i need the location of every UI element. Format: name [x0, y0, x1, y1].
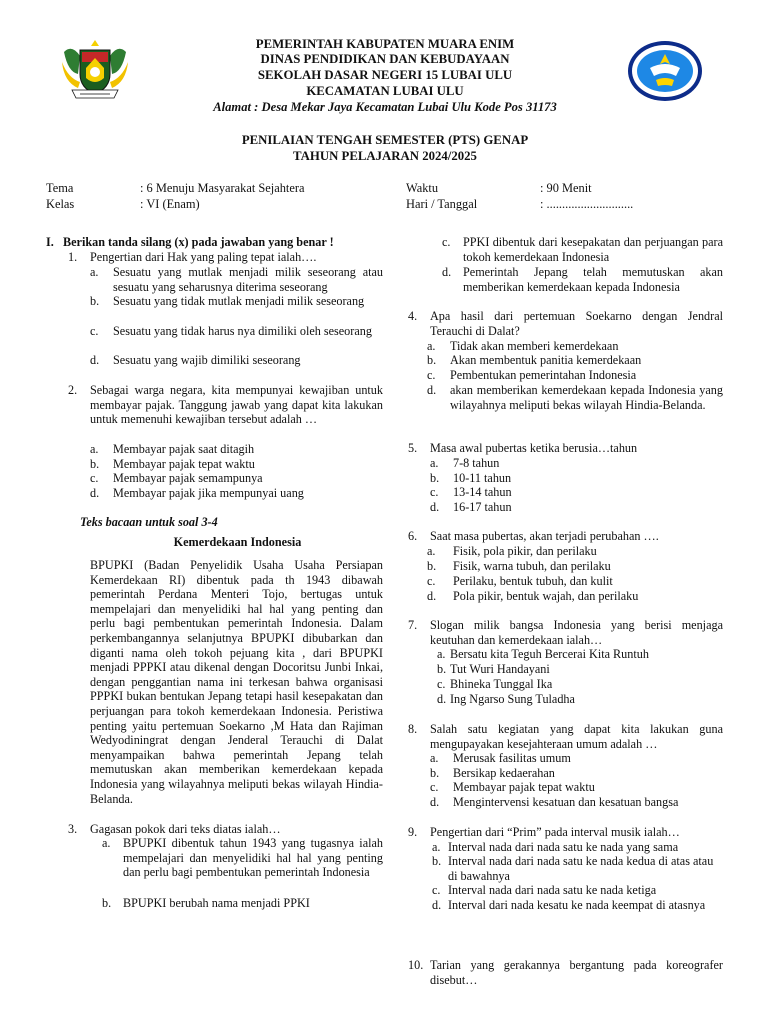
option-text: BPUPKI dibentuk tahun 1943 yang tugasnya ialah mempelajari dan menyelidiki hal hal yang penting dan perlu bagi pembentukan pemerintah Indonesia: [123, 836, 383, 880]
option-letter: d.: [427, 383, 437, 397]
option-text: Mengintervensi kesatuan dan kesatuan bangsa: [453, 795, 679, 809]
option-text: Interval nada dari nada satu ke nada ketiga: [448, 883, 657, 897]
header-government: PEMERINTAH KABUPATEN MUARA ENIM: [255, 37, 515, 51]
option-letter: a.: [432, 840, 441, 854]
header-district: KECAMATAN LUBAI ULU: [306, 84, 464, 98]
tema-value: : 6 Menuju Masyarakat Sejahtera: [140, 181, 305, 195]
option-letter: a.: [427, 339, 436, 353]
reading-label: Teks bacaan untuk soal 3-4: [80, 515, 218, 529]
waktu-value: : 90 Menit: [540, 181, 592, 195]
option-letter: b.: [90, 294, 100, 308]
option-letter: c.: [90, 324, 99, 338]
waktu-label: Waktu: [406, 181, 439, 195]
option-text: Membayar pajak semampunya: [113, 471, 263, 485]
option-letter: c.: [427, 574, 436, 588]
option-letter: b.: [437, 662, 447, 676]
option-letter: d.: [427, 589, 437, 603]
question-number: 10.: [408, 958, 424, 972]
option-text: Fisik, pola pikir, dan perilaku: [453, 544, 597, 558]
option-text: Membayar pajak tepat waktu: [113, 457, 255, 471]
option-letter: d.: [437, 692, 447, 706]
question-text: Gagasan pokok dari teks diatas ialah…: [90, 822, 281, 836]
question-number: 7.: [408, 618, 418, 632]
option-text: Perilaku, bentuk tubuh, dan kulit: [453, 574, 613, 588]
option-text: 7-8 tahun: [453, 456, 500, 470]
question-text: Masa awal pubertas ketika berusia…tahun: [430, 441, 638, 455]
question-text: Pengertian dari “Prim” pada interval musik ialah…: [430, 825, 680, 839]
option-text: Akan membentuk panitia kemerdekaan: [450, 353, 642, 367]
option-text: Membayar pajak tepat waktu: [453, 780, 595, 794]
question-number: 8.: [408, 722, 418, 736]
option-letter: b.: [430, 471, 440, 485]
question-text: Salah satu kegiatan yang dapat kita lakukan guna mengupayakan kesejahteraan umum adalah …: [430, 722, 723, 751]
option-text: 16-17 tahun: [453, 500, 512, 514]
section-instruction: Berikan tanda silang (x) pada jawaban yang benar !: [63, 235, 334, 249]
question-number: 2.: [68, 383, 78, 397]
kelas-label: Kelas: [46, 197, 75, 211]
reading-title: Kemerdekaan Indonesia: [173, 535, 302, 549]
tut-wuri-handayani-emblem-icon: [626, 40, 704, 102]
option-text: Bhineka Tunggal Ika: [450, 677, 553, 691]
option-text: Ing Ngarso Sung Tuladha: [450, 692, 575, 706]
exam-year: TAHUN PELAJARAN 2024/2025: [293, 149, 477, 163]
option-text: Sesuatu yang mutlak menjadi milik seseorang atau sesuatu yang seharusnya diterima seseorang: [113, 265, 383, 294]
option-letter: a.: [90, 265, 99, 279]
option-letter: a.: [90, 442, 99, 456]
question-text: Apa hasil dari pertemuan Soekarno dengan Jendral Terauchi di Dalat?: [430, 309, 723, 338]
option-letter: d.: [90, 486, 100, 500]
option-letter: c.: [427, 368, 436, 382]
option-text: Sesuatu yang wajib dimiliki seseorang: [113, 353, 301, 367]
question-text: Saat masa pubertas, akan terjadi perubahan ….: [430, 529, 659, 543]
option-text: Membayar pajak jika mempunyai uang: [113, 486, 304, 500]
question-text: Sebagai warga negara, kita mempunyai kewajiban untuk membayar pajak. Tanggung jawab yang dapat kita lakukan untuk memenuhi kewajiban tersebut adalah …: [90, 383, 383, 427]
option-letter: b.: [102, 896, 112, 910]
option-text: PPKI dibentuk dari kesepakatan dan perjuangan para tokoh kemerdekaan Indonesia: [463, 235, 723, 264]
option-letter: d.: [430, 500, 440, 514]
option-text: Pembentukan pemerintahan Indonesia: [450, 368, 637, 382]
question-number: 9.: [408, 825, 418, 839]
option-text: Sesuatu yang tidak harus nya dimiliki oleh seseorang: [113, 324, 372, 338]
option-text: Pola pikir, bentuk wajah, dan perilaku: [453, 589, 639, 603]
option-text: 10-11 tahun: [453, 471, 512, 485]
option-text: BPUPKI berubah nama menjadi PPKI: [123, 896, 310, 910]
option-letter: c.: [442, 235, 451, 249]
option-letter: a.: [102, 836, 111, 850]
option-text: Sesuatu yang tidak mutlak menjadi milik seseorang: [113, 294, 365, 308]
option-text: Bersatu kita Teguh Bercerai Kita Runtuh: [450, 647, 649, 661]
reading-passage: BPUPKI (Badan Penyelidik Usaha Usaha Persiapan Kemerdekaan RI) dibentuk pada th 1943 dibawah pemerintah Perdana Menteri Tojo, bertugas untuk mempelajari dan menyelidiki hal hal yang penting dan perlu bagi pembentukan pemerintah Indonesia. Dalam perkembangannya selanjutnya BPUPKI dibubarkan dan diganti nama oleh tokoh pejuang kita , dari BPUPKI menjadi PPPKI atau dikenal dengan Docoritsu Junbi Inkai, dengan penggantian nama ini terkesan bahwa organisasi PPPKI bukan bentukan Jepang tetapi hasil kesepakatan dan perjuangan para tokoh kemerdekaan Indonesia. Peristiwa penting yaitu pertemuan Soekarno ,M Hata dan Rajiman Wedyodiningrat dengan Jenderal Terauchi di Dalat menyampaikan bahwa pemerintah Jepang telah memutuskan akan memberikan kemerdekaan kepada Indonesia yang wilayahnya meliputi bekas wilayah Hindia-Belanda.: [90, 558, 383, 806]
option-letter: b.: [427, 353, 437, 367]
option-text: Interval dari nada kesatu ke nada keempat di atasnya: [448, 898, 706, 912]
option-text: akan memberikan kemerdekaan kepada Indonesia yang wilayahnya meliputi bekas wilayah Hindia-Belanda.: [450, 383, 723, 412]
question-number: 4.: [408, 309, 418, 323]
regency-emblem-logo: [58, 38, 132, 102]
option-letter: d.: [432, 898, 442, 912]
kelas-value: : VI (Enam): [140, 197, 200, 211]
option-letter: a.: [430, 456, 439, 470]
option-letter: c.: [437, 677, 446, 691]
option-letter: a.: [427, 544, 436, 558]
option-text: Interval nada dari nada satu ke nada kedua di atas atau di bawahnya: [448, 854, 714, 883]
muara-enim-regency-emblem-icon: [58, 38, 132, 102]
option-text: Membayar pajak saat ditagih: [113, 442, 255, 456]
header-agency: DINAS PENDIDIKAN DAN KEBUDAYAAN: [260, 52, 510, 66]
hari-value: : ............................: [540, 197, 634, 211]
option-text: Pemerintah Jepang telah memutuskan akan memberikan kemerdekaan kepada Indonesia: [463, 265, 723, 294]
option-letter: b.: [432, 854, 442, 868]
option-text: Tut Wuri Handayani: [450, 662, 550, 676]
option-letter: c.: [430, 485, 439, 499]
header-address: Alamat : Desa Mekar Jaya Kecamatan Lubai Ulu Kode Pos 31173: [213, 100, 557, 114]
exam-title: PENILAIAN TENGAH SEMESTER (PTS) GENAP: [241, 133, 529, 147]
option-letter: d.: [90, 353, 100, 367]
question-text: Slogan milik bangsa Indonesia yang berisi menjaga keutuhan dan kemerdekaan ialah…: [430, 618, 723, 647]
question-text: Tarian yang gerakannya bergantung pada koreografer disebut…: [430, 958, 723, 987]
tema-label: Tema: [46, 181, 74, 195]
option-letter: a.: [430, 751, 439, 765]
option-letter: c.: [90, 471, 99, 485]
option-text: Interval nada dari nada satu ke nada yang sama: [448, 840, 679, 854]
header-school: SEKOLAH DASAR NEGERI 15 LUBAI ULU: [257, 68, 513, 82]
option-text: Fisik, warna tubuh, dan perilaku: [453, 559, 611, 573]
question-number: 6.: [408, 529, 418, 543]
option-letter: b.: [427, 559, 437, 573]
option-letter: a.: [437, 647, 446, 661]
option-text: Tidak akan memberi kemerdekaan: [450, 339, 619, 353]
option-letter: c.: [430, 780, 439, 794]
question-number: 5.: [408, 441, 418, 455]
option-letter: c.: [432, 883, 441, 897]
option-letter: b.: [430, 766, 440, 780]
option-letter: b.: [90, 457, 100, 471]
tut-wuri-handayani-logo: [626, 40, 704, 102]
question-text: Pengertian dari Hak yang paling tepat ialah….: [90, 250, 317, 264]
section-number: I.: [46, 235, 54, 249]
question-number: 3.: [68, 822, 78, 836]
question-number: 1.: [68, 250, 78, 264]
option-text: 13-14 tahun: [453, 485, 512, 499]
option-letter: d.: [442, 265, 452, 279]
option-letter: d.: [430, 795, 440, 809]
hari-label: Hari / Tanggal: [406, 197, 478, 211]
option-text: Merusak fasilitas umum: [453, 751, 571, 765]
option-text: Bersikap kedaerahan: [453, 766, 555, 780]
